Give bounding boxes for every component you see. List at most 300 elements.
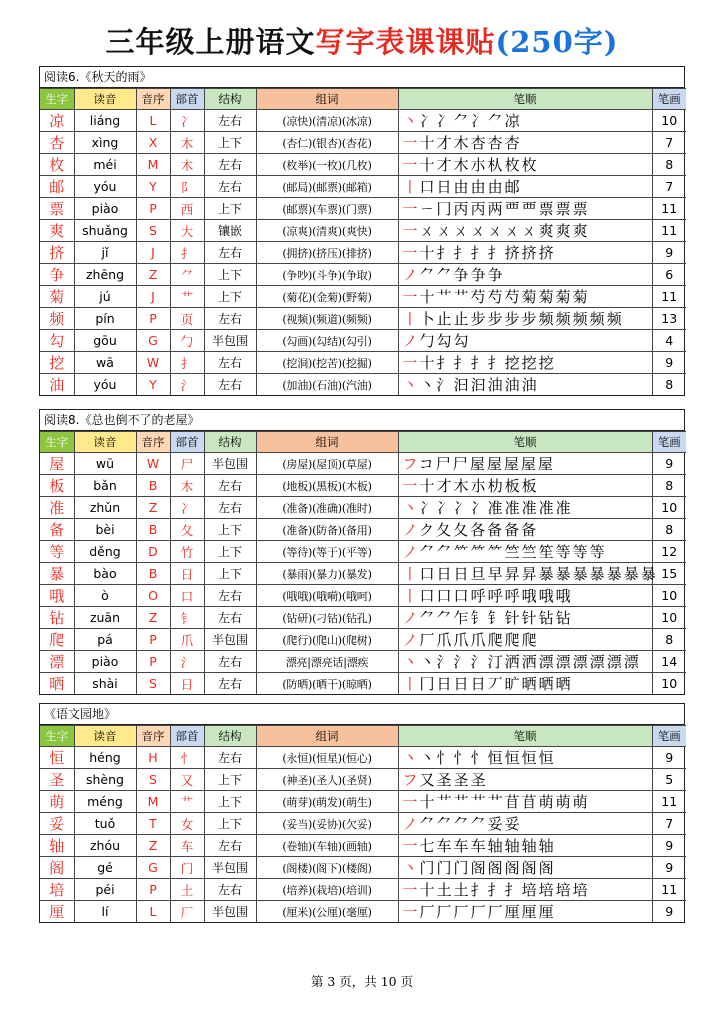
stroke-step: 止 (453, 310, 471, 328)
header-strokes: 笔顺 (398, 432, 652, 453)
stroke-step: 厂 (419, 631, 437, 649)
cell-char: 爽 (40, 220, 74, 242)
vocab-table (40, 725, 686, 922)
cell-radical: 阝 (170, 176, 204, 198)
stroke-step: 十 (419, 354, 437, 372)
cell-words: (房屋)(屋顶)(草屋) (256, 453, 398, 475)
stroke-step: 又 (419, 771, 437, 789)
cell-count: 11 (652, 220, 686, 242)
cell-radical: 氵 (170, 651, 204, 673)
cell-radical: 木 (170, 154, 204, 176)
cell-strokes (398, 176, 652, 198)
cell-radical: 又 (170, 769, 204, 791)
cell-struct: 左右 (204, 585, 256, 607)
cell-struct: 镶嵌 (204, 220, 256, 242)
stroke-step: 屋 (537, 455, 555, 473)
stroke-step: 十 (419, 881, 437, 899)
cell-count: 13 (652, 308, 686, 330)
cell-radical: 艹 (170, 791, 204, 813)
cell-radical: 勹 (170, 330, 204, 352)
stroke-step: 勹 (419, 332, 437, 350)
cell-words: (邮票)(车票)(门票) (256, 198, 398, 220)
stroke-step: 厂 (470, 903, 488, 921)
stroke-step: 钅 (487, 609, 505, 627)
cell-order: L (136, 110, 170, 132)
cell-char: 板 (40, 475, 74, 497)
stroke-step: 漂 (555, 653, 573, 671)
stroke-step: 艹 (487, 793, 505, 811)
table-row (40, 242, 686, 264)
stroke-step: 昇 (504, 565, 522, 583)
cell-count: 9 (652, 857, 686, 879)
stroke-step: 汀 (487, 653, 505, 671)
page-title (0, 20, 724, 61)
stroke-step: 丨 (402, 587, 420, 605)
cell-order: Z (136, 497, 170, 519)
cell-strokes (398, 629, 652, 651)
stroke-step: 漂 (623, 653, 641, 671)
stroke-step: 杏 (470, 134, 488, 152)
cell-strokes (398, 901, 652, 923)
cell-pinyin: zhǔn (74, 497, 136, 519)
cell-pinyin: ò (74, 585, 136, 607)
cell-pinyin: bǎn (74, 475, 136, 497)
stroke-step: 竺 (521, 543, 539, 561)
header-count: 笔画 (652, 726, 686, 747)
stroke-step: 艹 (436, 288, 454, 306)
cell-order: D (136, 541, 170, 563)
stroke-step: 厂 (453, 903, 471, 921)
header-char: 生字 (40, 726, 74, 747)
stroke-step: 暴 (538, 565, 556, 583)
stroke-step: 菊 (521, 288, 539, 306)
stroke-step: コ (418, 455, 436, 473)
stroke-step: 一 (402, 244, 420, 262)
stroke-step: 丙 (453, 200, 471, 218)
cell-strokes (398, 879, 652, 901)
cell-words: (邮局)(邮票)(邮箱) (256, 176, 398, 198)
cell-struct: 半包围 (204, 857, 256, 879)
cell-struct: 左右 (204, 747, 256, 769)
stroke-step: 晒 (555, 675, 573, 693)
header-struct: 结构 (204, 432, 256, 453)
stroke-step: ⺈ (453, 112, 471, 130)
stroke-step: 爬 (487, 631, 505, 649)
cell-pinyin: xìng (74, 132, 136, 154)
header-order: 音序 (136, 89, 170, 110)
stroke-step: 丨 (402, 310, 420, 328)
cell-count: 4 (652, 330, 686, 352)
stroke-step: ノ (402, 631, 420, 649)
stroke-step: 票 (572, 200, 590, 218)
stroke-step: 爬 (521, 631, 539, 649)
stroke-step: 丶 (419, 749, 437, 767)
stroke-step: ㄨ (470, 222, 488, 240)
stroke-step: 氵 (436, 653, 454, 671)
stroke-step: 轴 (487, 837, 505, 855)
stroke-step: ⺮ (470, 543, 488, 561)
stroke-step: ⺮ (453, 543, 471, 561)
cell-char: 邮 (40, 176, 74, 198)
stroke-step: ㄨ (436, 222, 454, 240)
stroke-step: 冫 (436, 499, 454, 517)
cell-strokes (398, 769, 652, 791)
stroke-step: 凉 (504, 112, 522, 130)
stroke-step: 艹 (453, 793, 471, 811)
cell-char: 凉 (40, 110, 74, 132)
cell-char: 萌 (40, 791, 74, 813)
stroke-step: ㄧ (419, 200, 437, 218)
stroke-step: 一 (402, 903, 420, 921)
stroke-step: 十 (419, 477, 437, 495)
stroke-step: 挖 (504, 354, 522, 372)
stroke-step: 萌 (572, 793, 590, 811)
stroke-step: ㄨ (521, 222, 539, 240)
stroke-step: 频 (538, 310, 556, 328)
stroke-step: 冂 (419, 675, 437, 693)
stroke-step: 阁 (504, 859, 522, 877)
stroke-step: 丶 (402, 653, 420, 671)
stroke-step: 由 (470, 178, 488, 196)
cell-strokes (398, 308, 652, 330)
cell-strokes (398, 747, 652, 769)
stroke-step: 准 (504, 499, 522, 517)
stroke-step: 妥 (504, 815, 522, 833)
stroke-step: 冫 (470, 112, 488, 130)
header-strokes: 笔顺 (398, 89, 652, 110)
stroke-step: 备 (487, 521, 505, 539)
stroke-step: ⺈ (470, 815, 488, 833)
cell-strokes (398, 857, 652, 879)
cell-radical: 土 (170, 879, 204, 901)
header-struct: 结构 (204, 726, 256, 747)
stroke-step: 早 (487, 565, 505, 583)
cell-strokes (398, 607, 652, 629)
cell-radical: 车 (170, 835, 204, 857)
cell-count: 10 (652, 585, 686, 607)
table-row (40, 857, 686, 879)
stroke-step: 油 (487, 376, 505, 394)
stroke-step: 枚 (504, 156, 522, 174)
cell-char: 油 (40, 374, 74, 396)
cell-radical: 日 (170, 563, 204, 585)
cell-count: 9 (652, 901, 686, 923)
table-row (40, 453, 686, 475)
stroke-step: 才 (436, 477, 454, 495)
cell-strokes (398, 286, 652, 308)
stroke-step: 旷 (504, 675, 522, 693)
stroke-step: 各 (470, 521, 488, 539)
stroke-step: 勾 (436, 332, 454, 350)
stroke-step: 十 (419, 244, 437, 262)
cell-words: 漂亮|漂亮话|漂疾 (256, 651, 398, 673)
stroke-step: 争 (453, 266, 471, 284)
cell-struct: 左右 (204, 651, 256, 673)
stroke-step: ⺈ (419, 266, 437, 284)
stroke-step: 步 (487, 310, 505, 328)
stroke-step: 恒 (538, 749, 556, 767)
cell-radical: 冫 (170, 497, 204, 519)
stroke-step: 车 (453, 837, 471, 855)
cell-struct: 左右 (204, 673, 256, 695)
stroke-step: 准 (538, 499, 556, 517)
stroke-step: 准 (487, 499, 505, 517)
stroke-step: 冫 (419, 112, 437, 130)
stroke-step: 忄 (470, 749, 488, 767)
stroke-step: 一 (402, 200, 420, 218)
stroke-step: フ (402, 771, 420, 789)
cell-char: 钻 (40, 607, 74, 629)
stroke-step: 十 (419, 288, 437, 306)
stroke-step: 艹 (470, 793, 488, 811)
stroke-step: 培 (538, 881, 556, 899)
cell-char: 恒 (40, 747, 74, 769)
cell-order: G (136, 857, 170, 879)
stroke-step: 才 (436, 134, 454, 152)
cell-order: Z (136, 835, 170, 857)
cell-radical: 冫 (170, 110, 204, 132)
table-row (40, 352, 686, 374)
vocab-table (40, 88, 686, 395)
cell-words: (菊花)(金菊)(野菊) (256, 286, 398, 308)
table-row (40, 673, 686, 695)
stroke-step: 朩 (470, 477, 488, 495)
cell-count: 7 (652, 813, 686, 835)
stroke-step: 哦 (555, 587, 573, 605)
stroke-step: 菊 (538, 288, 556, 306)
stroke-step: 扌 (436, 244, 454, 262)
table-row (40, 563, 686, 585)
cell-strokes (398, 220, 652, 242)
stroke-step: ㄨ (504, 222, 522, 240)
cell-char: 杏 (40, 132, 74, 154)
stroke-step: 扌 (487, 354, 505, 372)
table-row (40, 879, 686, 901)
stroke-step: 一 (402, 288, 420, 306)
table-row (40, 176, 686, 198)
stroke-step: 门 (419, 859, 437, 877)
cell-order: Y (136, 176, 170, 198)
table-row (40, 629, 686, 651)
header-count: 笔画 (652, 89, 686, 110)
cell-pinyin: shuǎng (74, 220, 136, 242)
stroke-step: 票 (538, 200, 556, 218)
header-radical: 部首 (170, 726, 204, 747)
stroke-step: 乍 (453, 609, 471, 627)
cell-words: (地板)(黑板)(木板) (256, 475, 398, 497)
table-row (40, 264, 686, 286)
stroke-step: 丶 (402, 859, 420, 877)
stroke-step: 板 (504, 477, 522, 495)
cell-pinyin: wū (74, 453, 136, 475)
stroke-step: 冂 (436, 200, 454, 218)
title-grade: 三年级上册语文 (105, 25, 316, 59)
header-words: 组词 (256, 432, 398, 453)
stroke-step: 朸 (487, 477, 505, 495)
stroke-step: ⺈ (419, 543, 437, 561)
cell-pinyin: pá (74, 629, 136, 651)
stroke-step: 等 (572, 543, 590, 561)
stroke-step: 冫 (436, 112, 454, 130)
stroke-step: 十 (419, 156, 437, 174)
stroke-step: 厂 (487, 903, 505, 921)
cell-pinyin: gōu (74, 330, 136, 352)
stroke-step: 针 (521, 609, 539, 627)
stroke-step: 频 (555, 310, 573, 328)
table-row (40, 585, 686, 607)
stroke-step: 等 (555, 543, 573, 561)
stroke-step: 口 (453, 587, 471, 605)
stroke-step: 日 (470, 675, 488, 693)
cell-radical: 氵 (170, 374, 204, 396)
cell-struct: 上下 (204, 791, 256, 813)
cell-struct: 左右 (204, 374, 256, 396)
cell-order: M (136, 791, 170, 813)
cell-pinyin: pín (74, 308, 136, 330)
cell-struct: 上下 (204, 541, 256, 563)
cell-count: 11 (652, 198, 686, 220)
cell-pinyin: méi (74, 154, 136, 176)
stroke-step: 车 (436, 837, 454, 855)
stroke-step: 频 (589, 310, 607, 328)
stroke-step: 暴 (572, 565, 590, 583)
cell-radical: 大 (170, 220, 204, 242)
cell-count: 7 (652, 132, 686, 154)
table-row (40, 286, 686, 308)
stroke-step: 扌 (504, 881, 522, 899)
cell-words: (等待)(等于)(平等) (256, 541, 398, 563)
stroke-step: 口 (436, 587, 454, 605)
cell-words: (妥当)(妥协)(欠妥) (256, 813, 398, 835)
cell-count: 10 (652, 110, 686, 132)
stroke-step: 菊 (555, 288, 573, 306)
stroke-step: 芍 (470, 288, 488, 306)
table-row (40, 791, 686, 813)
table-row (40, 541, 686, 563)
section-reading-6 (39, 66, 685, 396)
cell-order: Z (136, 264, 170, 286)
cell-struct: 左右 (204, 176, 256, 198)
cell-count: 14 (652, 651, 686, 673)
stroke-step: 爽 (538, 222, 556, 240)
header-radical: 部首 (170, 432, 204, 453)
cell-count: 9 (652, 352, 686, 374)
stroke-step: 票 (555, 200, 573, 218)
cell-words: (挖洞)(挖苦)(挖掘) (256, 352, 398, 374)
stroke-step: 挤 (538, 244, 556, 262)
cell-order: G (136, 330, 170, 352)
stroke-step: ⺈ (436, 815, 454, 833)
stroke-step: ⺈ (419, 609, 437, 627)
stroke-step: 才 (436, 156, 454, 174)
stroke-step: 呼 (504, 587, 522, 605)
cell-words: (视频)(频道)(频频) (256, 308, 398, 330)
stroke-step: 备 (521, 521, 539, 539)
stroke-step: 恒 (487, 749, 505, 767)
stroke-step: 门 (453, 859, 471, 877)
cell-struct: 上下 (204, 563, 256, 585)
cell-pinyin: bèi (74, 519, 136, 541)
table-row (40, 374, 686, 396)
cell-strokes (398, 813, 652, 835)
stroke-step: 夂 (436, 521, 454, 539)
stroke-step: 屋 (520, 455, 538, 473)
cell-count: 11 (652, 791, 686, 813)
stroke-step: 由 (487, 178, 505, 196)
stroke-step: 十 (419, 793, 437, 811)
cell-order: W (136, 453, 170, 475)
stroke-step: 一 (402, 837, 420, 855)
cell-count: 9 (652, 242, 686, 264)
stroke-step: 萌 (538, 793, 556, 811)
cell-radical: 日 (170, 673, 204, 695)
cell-radical: 尸 (170, 453, 204, 475)
header-row (40, 432, 686, 453)
stroke-step: 爽 (555, 222, 573, 240)
stroke-step: 日 (453, 675, 471, 693)
stroke-step: 步 (470, 310, 488, 328)
cell-count: 9 (652, 747, 686, 769)
cell-order: B (136, 475, 170, 497)
cell-strokes (398, 352, 652, 374)
cell-count: 10 (652, 673, 686, 695)
stroke-step: ⺈ (436, 543, 454, 561)
cell-struct: 左右 (204, 475, 256, 497)
section-heading: 《语文园地》 (40, 704, 684, 725)
cell-pinyin: liáng (74, 110, 136, 132)
stroke-step: 卜 (419, 310, 437, 328)
stroke-step: 芍 (504, 288, 522, 306)
cell-struct: 半包围 (204, 629, 256, 651)
cell-strokes (398, 791, 652, 813)
cell-char: 培 (40, 879, 74, 901)
stroke-step: 丶 (402, 112, 420, 130)
cell-words: (厘米)(公厘)(毫厘) (256, 901, 398, 923)
stroke-step: 暴 (640, 565, 658, 583)
cell-words: (卷轴)(车轴)(画轴) (256, 835, 398, 857)
stroke-step: 培 (555, 881, 573, 899)
cell-order: O (136, 585, 170, 607)
cell-count: 9 (652, 835, 686, 857)
cell-pinyin: jú (74, 286, 136, 308)
cell-words: (防晒)(晒干)(晾晒) (256, 673, 398, 695)
table-row (40, 747, 686, 769)
stroke-step: ノ (402, 543, 420, 561)
stroke-step: フ (402, 455, 419, 473)
cell-struct: 上下 (204, 286, 256, 308)
stroke-step: 口 (419, 178, 437, 196)
stroke-step: 一 (402, 354, 420, 372)
stroke-step: 一 (402, 477, 420, 495)
table-row (40, 132, 686, 154)
stroke-step: 备 (504, 521, 522, 539)
stroke-step: 一 (402, 793, 420, 811)
header-order: 音序 (136, 432, 170, 453)
table-row (40, 769, 686, 791)
section-yuwen-yuandi (39, 703, 685, 923)
cell-order: P (136, 308, 170, 330)
stroke-step: 朲 (487, 156, 505, 174)
cell-char: 勾 (40, 330, 74, 352)
stroke-step: 爬 (504, 631, 522, 649)
header-radical: 部首 (170, 89, 204, 110)
table-row (40, 835, 686, 857)
cell-pinyin: shài (74, 673, 136, 695)
cell-radical: 竹 (170, 541, 204, 563)
stroke-step: 厂 (436, 903, 454, 921)
page-footer: 第 3 页，共 10 页 (310, 974, 414, 989)
cell-struct: 上下 (204, 132, 256, 154)
